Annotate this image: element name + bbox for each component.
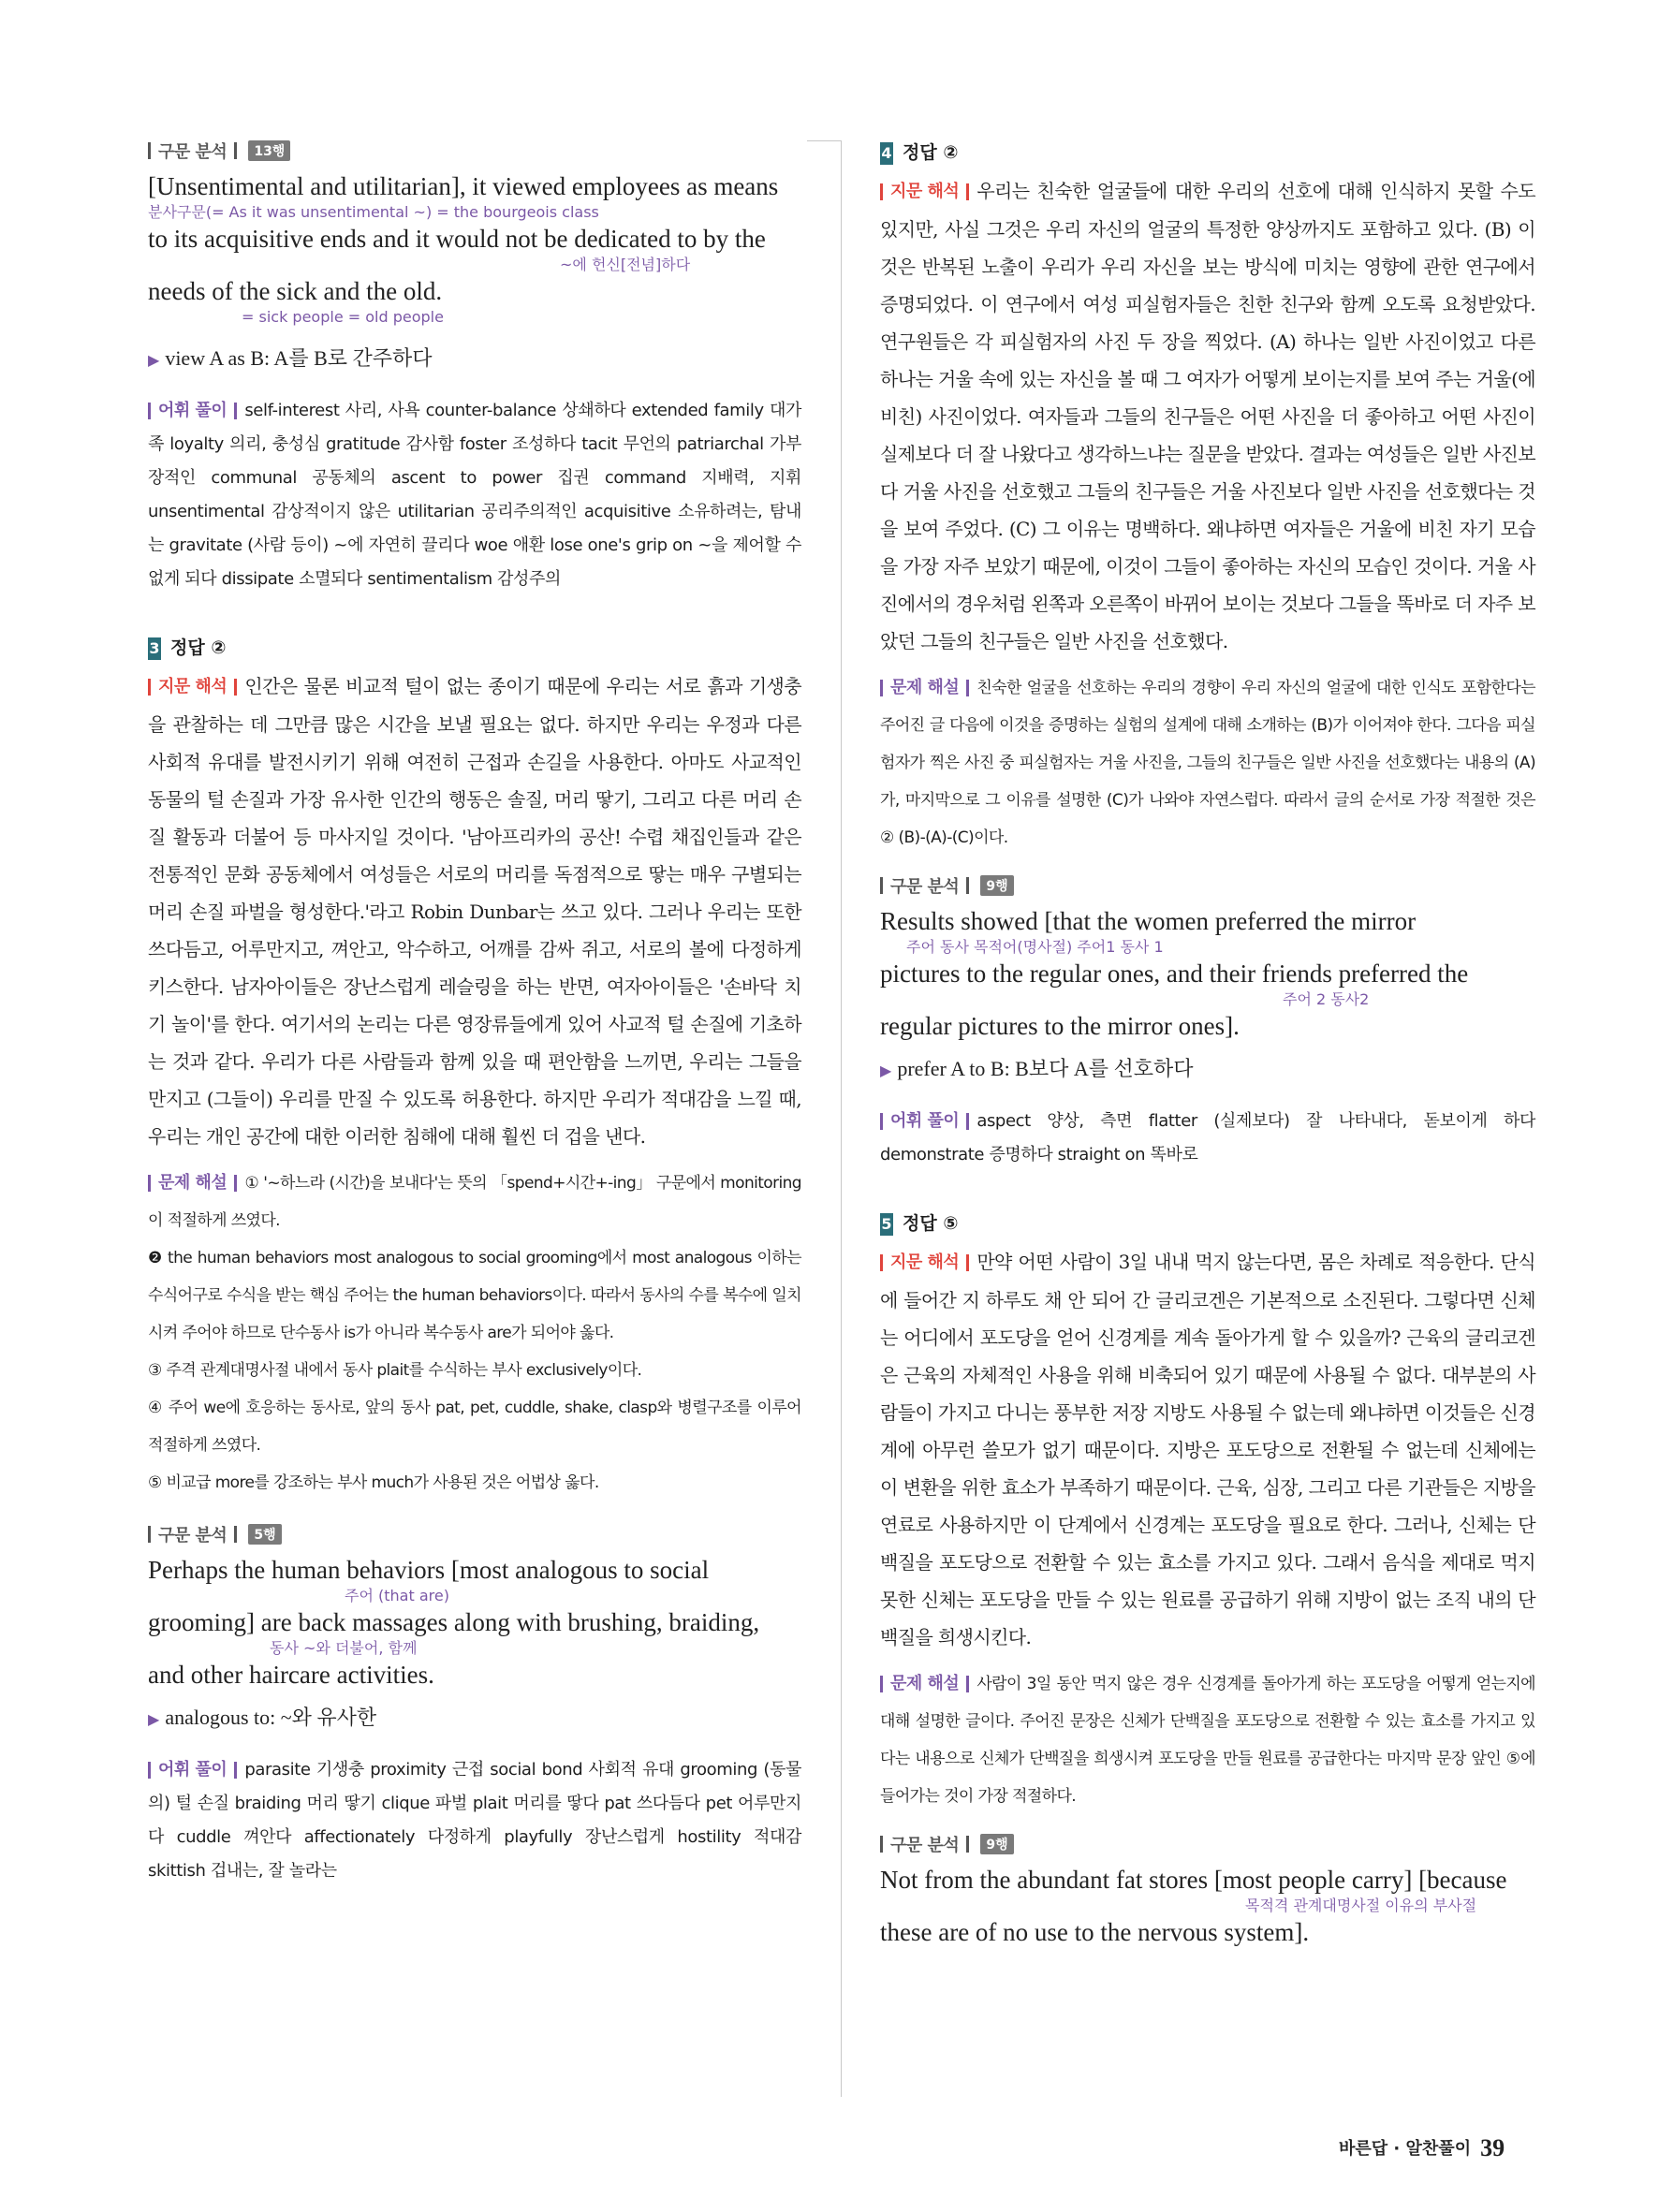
label-bar (966, 1836, 969, 1853)
annotation: = sick people = old people (242, 308, 444, 326)
page-number: 39 (1480, 2134, 1505, 2161)
annotation: ~에 헌신[전념]하다 (560, 256, 691, 273)
label-bar (880, 877, 883, 894)
section-label: 구문 분석 (158, 142, 228, 162)
label-bar (148, 403, 151, 419)
label-bar (234, 1762, 237, 1779)
passage-translation-5 (880, 1243, 1535, 1657)
syntax-analysis-9b (880, 1832, 1535, 1946)
triangle-icon: ▶ (148, 1712, 160, 1728)
syntax-analysis-13 (148, 139, 801, 372)
annotation: 목적격 관계대명사절 이유의 부사절 (1245, 1897, 1477, 1914)
label-bar (148, 142, 151, 159)
explanation-item: ❷ the human behaviors most analogous to social grooming에서 most analogous 이하는 수식어구로 수식을 받는 핵심 주어는 the human behaviors이다. 따라서 동사의 수를 복수에 일치시켜 주어야 하므로 단수동사 is가 아니라 복수동사 are가 되어야 옳다. (148, 1249, 801, 1342)
analysis-line: [Unsentimental and utilitarian], it viewed employees as means (148, 172, 779, 200)
passage-translation-3 (148, 667, 801, 1156)
vocab-text: aspect 양상, 측면 flatter (실제보다) 잘 나타내다, 돋보이게 하다 demonstrate 증명하다 straight on 똑바로 (880, 1111, 1535, 1165)
explanation-item: ⑤ 비교급 more를 강조하는 부사 much가 사용된 것은 어법상 옳다. (148, 1473, 599, 1492)
label-bar (234, 1175, 237, 1192)
analysis-line: regular pictures to the mirror ones]. (880, 1012, 1240, 1040)
vocab-text: self-interest 사리, 사욕 counter-balance 상쇄하다 extended family 대가족 loyalty 의리, 충성심 gratitude 감사함 foster 조성하다 tacit 무언의 patriarchal 가부장적인 communal 공동체의 ascent to power 집권 command 지배력, 지휘 unsentimental 감상적이지 않은 utilitarian 공리주의적인 acquisitive 소유하려는, 탐내는 gravitate (사람 등이) ~에 자연히 끌리다 woe 애환 lose one's grip on ~을 제어할 수 없게 되다 dissipate 소멸되다 sentimentalism 감성주의 (148, 401, 801, 589)
vocab-text: parasite 기생충 proximity 근접 social bond 사회적 유대 grooming (동물의) 털 손질 braiding 머리 땋기 clique 파벌 plait 머리를 땋다 pat 쓰다듬다 pet 어루만지다 cuddle 껴안다 affectionately 다정하게 playfully 장난스럽게 hostility 적대감 skittish 겁내는, 잘 놀라는 (148, 1760, 801, 1881)
label-bar (966, 877, 969, 894)
label-bar (880, 1676, 883, 1692)
explanation-item: ④ 주어 we에 호응하는 동사로, 앞의 동사 pat, pet, cuddle, shake, clasp와 병렬구조를 이루어 적절하게 쓰였다. (148, 1399, 801, 1455)
section-label: 구문 분석 (890, 1836, 960, 1855)
problem-explanation-4 (880, 669, 1535, 857)
analysis-line: to its acquisitive ends and it would not be dedicated to by the (148, 225, 766, 253)
triangle-icon: ▶ (880, 1063, 892, 1079)
annotation: 주어 동사 목적어(명사절) 주어1 동사 1 (906, 938, 1164, 956)
translation-text: 인간은 물론 비교적 털이 없는 종이기 때문에 우리는 서로 흙과 기생충을 관찰하는 데 그만큼 많은 시간을 보낼 필요는 없다. 하지만 우리는 우정과 다른 사회적 유대를 발전시키기 위해 여전히 근접과 손길을 사용한다. 아마도 사교적인 동물의 털 손질과 가장 유사한 인간의 행동은 솔질, 머리 땋기, 그리고 다른 머리 손질 활동과 더불어 등 마사지일 것이다. '남아프리카의 공산! 수렵 채집인들과 같은 전통적인 문화 공동체에서 여성들은 서로의 머리를 독점적으로 땋는 매우 구별되는 머리 손질 파벌을 형성한다.'라고 Robin Dunbar는 쓰고 있다. 그러나 우리는 또한 쓰다듬고, 어루만지고, 껴안고, 악수하고, 어깨를 감싸 쥐고, 서로의 볼에 다정하게 키스한다. 남자아이들은 장난스럽게 레슬링을 하는 반면, 여자아이들은 '손바닥 치기 놀이'를 한다. 여기서의 논리는 다른 영장류들에게 있어 사교적 털 손질에 기초하는 것과 같다. 우리가 다른 사람들과 함께 있을 때 편안함을 느끼면, 우리는 그들을 만지고 (그들이) 우리를 만질 수 있도록 허용한다. 하지만 우리가 적대감을 느낄 때, 우리는 개인 공간에 대한 이러한 침해에 대해 훨씬 더 겁을 낸다. (148, 674, 801, 1148)
right-column (880, 139, 1535, 1946)
section-label: 어휘 풀이 (890, 1111, 960, 1131)
section-label: 지문 해석 (158, 677, 228, 696)
section-label: 어휘 풀이 (158, 1760, 228, 1780)
answer-title: 정답 ⑤ (903, 1213, 959, 1234)
translation-text: 만약 어떤 사람이 3일 내내 먹지 않는다면, 몸은 차례로 적응한다. 단식에 들어간 지 하루도 채 안 되어 간 글리코겐은 기본적으로 소진된다. 그렇다면 신체는 어디에서 포도당을 얻어 신경계를 계속 돌아가게 할 수 있을까? 근육의 글리코겐은 근육의 자체적인 사용을 위해 비축되어 있기 때문에 사용될 수 없다. 대부분의 사람들이 가지고 다니는 풍부한 저장 지방도 사용될 수 없는데 왜냐하면 이것들은 신경계에 아무런 쓸모가 없기 때문이다. 지방은 포도당으로 전환될 수 없는데 신체에는 이 변환을 위한 효소가 부족하기 때문이다. 근육, 심장, 그리고 다른 기관들은 지방을 연료로 사용하지만 이 단계에서 신경계는 포도당을 필요로 한다. 그러나, 신체는 단백질을 포도당으로 전환할 수 있는 효소를 가지고 있다. 그래서 음식을 제대로 먹지 못한 신체는 포도당을 만들 수 있는 원료를 공급하기 위해 지방이 없는 조직 내의 단백질을 희생시킨다. (880, 1250, 1535, 1648)
label-bar (880, 1113, 883, 1130)
problem-explanation-5 (880, 1665, 1535, 1815)
explanation-item: ① '~하느라 (시간)을 보내다'는 뜻의 「spend+시간+-ing」 구문에서 monitoring이 적절하게 쓰였다. (148, 1174, 801, 1230)
annotation: 주어 (that are) (345, 1587, 449, 1604)
explanation-text: 친숙한 얼굴을 선호하는 우리의 경향이 우리 자신의 얼굴에 대한 인식도 포함한다는 주어진 글 다음에 이것을 증명하는 실험의 설계에 대해 소개하는 (B)가 이어져야 한다. 그다음 피실험자가 찍은 사진 중 피실험자는 거울 사진을, 그들의 친구들은 일반 사진을 선호했다는 내용의 (A)가, 마지막으로 그 이유를 설명한 (C)가 나와야 자연스럽다. 따라서 글의 순서로 가장 적절한 것은 ② (B)-(A)-(C)이다. (880, 679, 1535, 847)
section-label: 지문 해석 (890, 182, 960, 201)
question-number: 5 (880, 1213, 893, 1236)
label-bar (880, 1836, 883, 1853)
line-badge: 5행 (248, 1524, 281, 1545)
label-bar (966, 1676, 969, 1692)
section-label: 문제 해설 (158, 1173, 228, 1193)
section-label: 구문 분석 (158, 1526, 228, 1545)
analysis-sentence (148, 172, 801, 330)
explanation-item: ③ 주격 관계대명사절 내에서 동사 plait를 수식하는 부사 exclusively이다. (148, 1361, 642, 1380)
section-label: 문제 해설 (890, 1674, 960, 1693)
analysis-line: these are of no use to the nervous system]. (880, 1918, 1310, 1946)
passage-translation-4 (880, 172, 1535, 661)
vocab-section-2 (148, 1753, 801, 1888)
column-divider-top (807, 140, 841, 141)
translation-text: 우리는 친숙한 얼굴들에 대한 우리의 선호에 대해 인식하지 못할 수도 있지만, 사실 그것은 우리 자신의 얼굴의 특정한 양상까지도 포함하고 있다. (B) 이것은 반복된 노출이 우리가 우리 자신을 보는 방식에 미치는 영향에 관한 연구에서 증명되었다. 이 연구에서 여성 피실험자들은 친한 친구와 함께 오도록 요청받았다. 연구원들은 각 피실험자의 사진 두 장을 찍었다. (A) 하나는 일반 사진이었고 다른 하나는 거울 속에 있는 자신을 볼 때 그 여자가 어떻게 보이는지를 보여 주는 거울(에 비친) 사진이었다. 여자들과 그들의 친구들은 어떤 사진을 더 좋아하고 어떤 사진이 실제보다 더 잘 나왔다고 생각하느냐는 질문을 받았다. 결과는 여성들은 일반 사진보다 거울 사진을 선호했고 그들의 친구들은 거울 사진보다 일반 사진을 선호했다는 것을 보여 주었다. (C) 그 이유는 명백하다. 왜냐하면 여자들은 거울에 비친 자기 모습을 가장 자주 보았기 때문에, 이것이 그들이 좋아하는 자신의 모습인 것이다. 거울 사진에서의 경우처럼 왼쪽과 오른쪽이 바뀌어 보이는 것보다 그들을 똑바로 더 자주 보았던 그들의 친구들은 일반 사진을 선호했다. (880, 179, 1535, 652)
label-bar (966, 680, 969, 696)
annotation: 분사구문(= As it was unsentimental ~) = the bourgeois class (148, 203, 599, 221)
answer-header-3 (148, 634, 801, 660)
grammar-note: ▶ analogous to: ~와 유사한 (148, 1706, 377, 1729)
answer-header-4 (880, 139, 1535, 165)
grammar-note: ▶ prefer A to B: B보다 A를 선호하다 (880, 1057, 1194, 1080)
triangle-icon: ▶ (148, 353, 160, 369)
question-number: 4 (880, 142, 893, 165)
analysis-line: grooming] are back massages along with brushing, braiding, (148, 1608, 760, 1636)
analysis-line: Results showed [that the women preferred the mirror (880, 907, 1417, 935)
section-label: 구문 분석 (890, 877, 960, 897)
annotation: 동사 ~와 더불어, 함께 (270, 1639, 418, 1657)
label-bar (234, 1526, 237, 1543)
label-bar (880, 680, 883, 696)
label-bar (966, 183, 969, 200)
analysis-sentence (148, 1556, 801, 1689)
section-label: 어휘 풀이 (158, 401, 228, 420)
problem-explanation-3 (148, 1165, 801, 1502)
analysis-sentence (880, 907, 1535, 1040)
section-label: 문제 해설 (890, 678, 960, 697)
label-bar (148, 1175, 151, 1192)
label-bar (880, 1254, 883, 1271)
left-column (148, 139, 801, 1888)
label-bar (966, 1254, 969, 1271)
analysis-sentence (880, 1866, 1535, 1946)
label-bar (234, 679, 237, 696)
grammar-note: ▶ view A as B: A를 B로 간주하다 (148, 346, 433, 370)
label-bar (966, 1113, 969, 1130)
label-bar (148, 679, 151, 696)
line-badge: 13행 (248, 140, 290, 161)
label-bar (880, 183, 883, 200)
section-label: 지문 해석 (890, 1252, 960, 1272)
analysis-line: Perhaps the human behaviors [most analogous to social (148, 1556, 710, 1584)
label-bar (234, 142, 237, 159)
label-bar (148, 1526, 151, 1543)
analysis-line: Not from the abundant fat stores [most people carry] [because (880, 1866, 1507, 1894)
label-bar (234, 403, 237, 419)
line-badge: 9행 (980, 875, 1013, 896)
question-number: 3 (148, 637, 161, 660)
vocab-section-1 (148, 394, 801, 596)
answer-title: 정답 ② (170, 637, 227, 658)
footer-text: 바른답 · 알찬풀이 (1339, 2139, 1472, 2159)
analysis-line: and other haircare activities. (148, 1661, 434, 1689)
syntax-analysis-9a (880, 873, 1535, 1082)
analysis-line: needs of the sick and the old. (148, 277, 443, 305)
answer-title: 정답 ② (903, 142, 959, 163)
syntax-analysis-5 (148, 1522, 801, 1731)
line-badge: 9행 (980, 1834, 1013, 1854)
annotation: 주어 2 동사2 (1283, 990, 1370, 1008)
page-footer (1339, 2134, 1505, 2162)
analysis-line: pictures to the regular ones, and their friends preferred the (880, 960, 1469, 988)
column-divider (841, 140, 842, 2097)
explanation-text: 사람이 3일 동안 먹지 않은 경우 신경계를 돌아가게 하는 포도당을 어떻게 얻는지에 대해 설명한 글이다. 주어진 문장은 신체가 단백질을 포도당으로 전환할 수 있는 효소를 가지고 있다는 내용으로 신체가 단백질을 희생시켜 포도당을 만들 원료를 공급한다는 마지막 문장 앞인 ⑤에 들어가는 것이 가장 적절하다. (880, 1675, 1535, 1806)
answer-header-5 (880, 1209, 1535, 1236)
vocab-section-3 (880, 1105, 1535, 1172)
label-bar (148, 1762, 151, 1779)
